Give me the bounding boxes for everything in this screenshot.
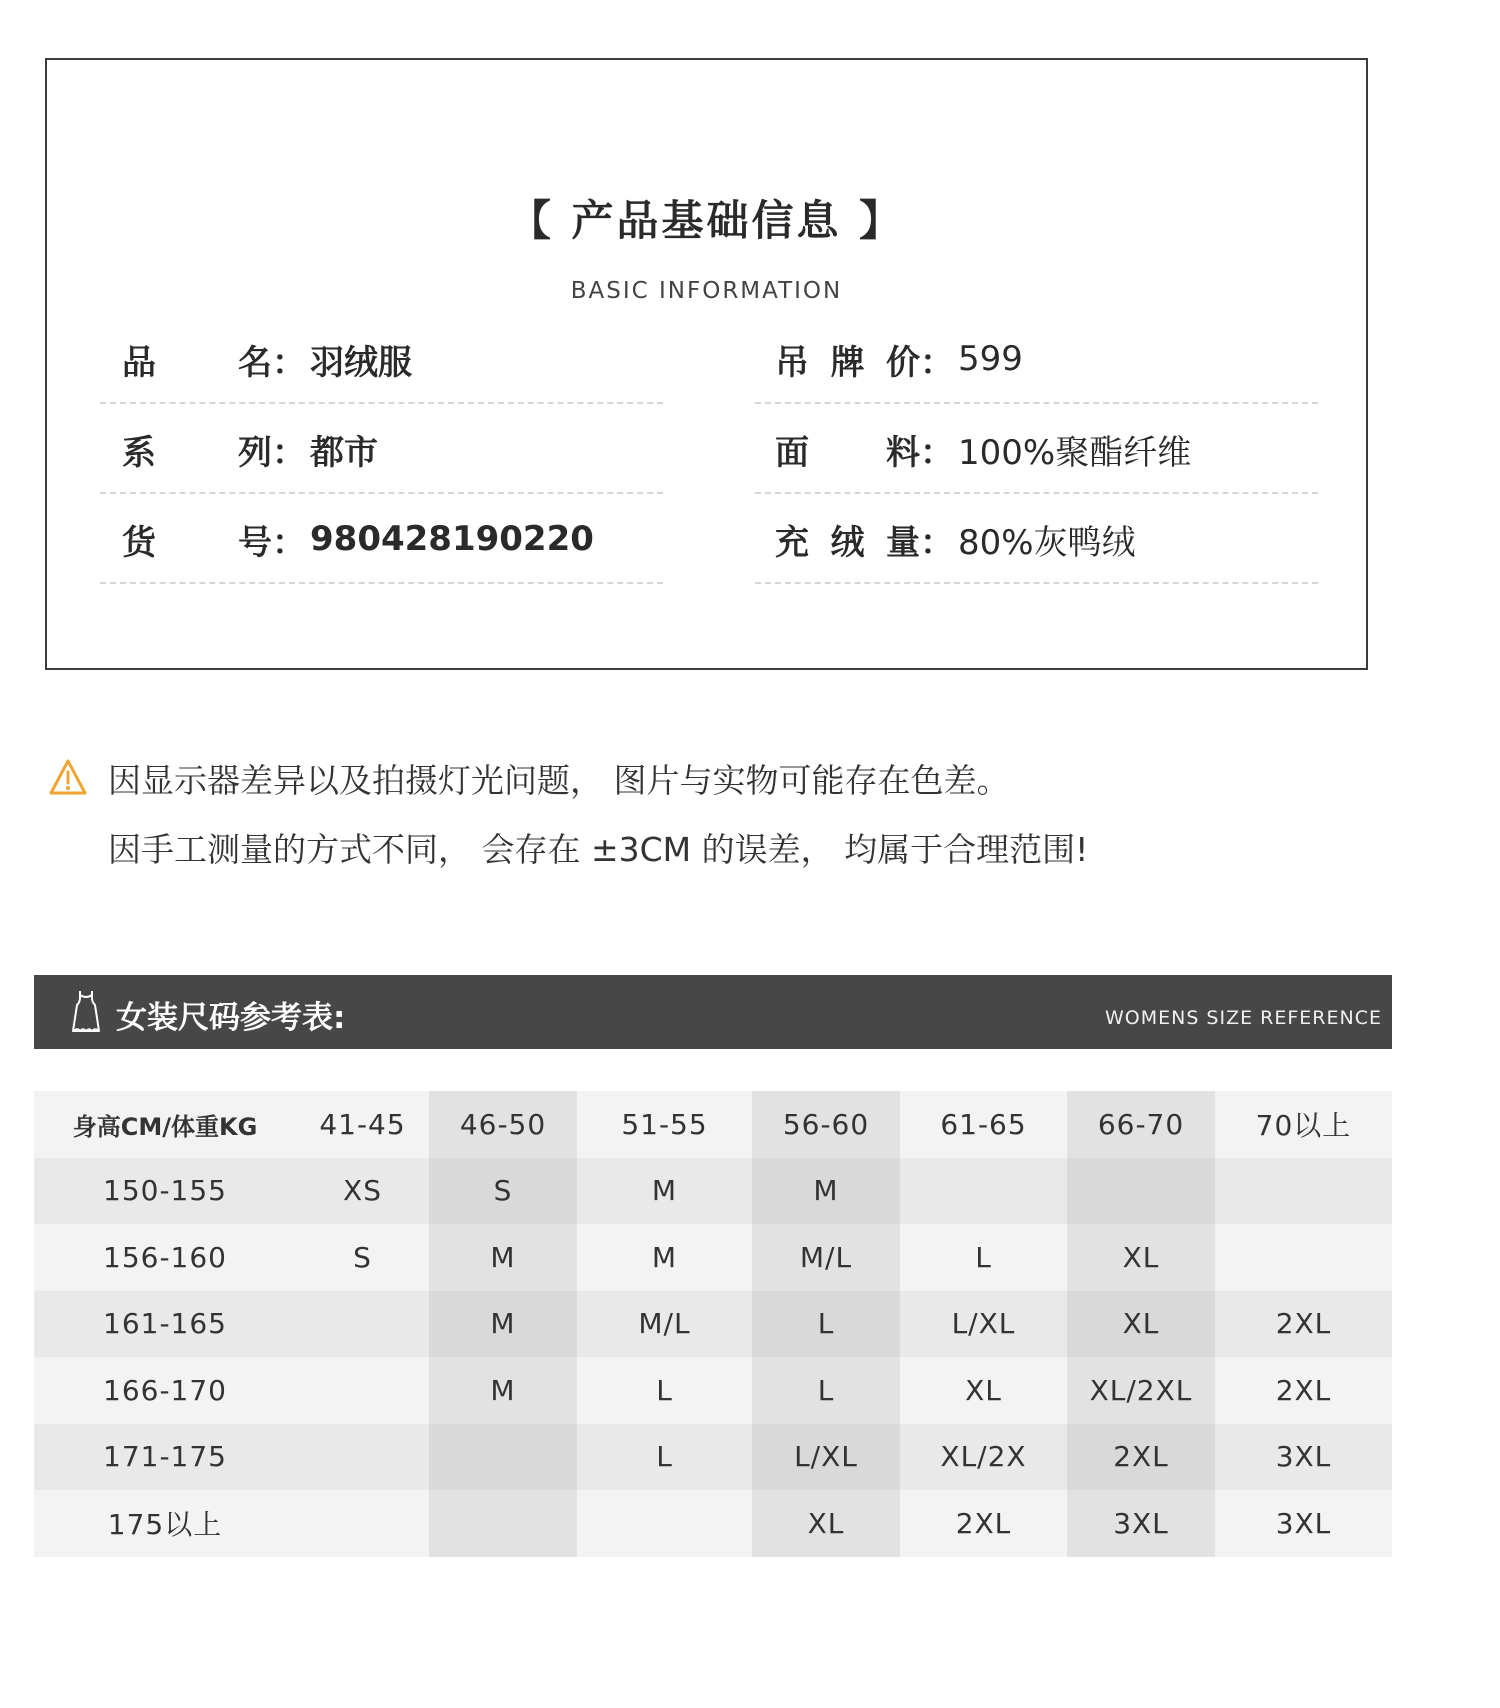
row-height: 171-175 [103,1440,227,1474]
size-cell: M [429,1291,577,1358]
size-cell [429,1490,577,1557]
table-row [34,1424,1392,1491]
row-height: 150-155 [103,1174,227,1208]
size-cell: 3XL [1275,1440,1332,1474]
notice-color-difference: 因显示器差异以及拍摄灯光问题， 图片与实物可能存在色差。 [108,761,1010,800]
size-cell: XL [752,1490,900,1557]
size-reference-header [34,975,1392,1049]
row-height: 156-160 [103,1240,227,1274]
size-cell: L [752,1357,900,1424]
size-cell: M/L [638,1307,691,1341]
table-row [34,1291,1392,1358]
column-header: 41-45 [319,1107,406,1141]
row-height: 166-170 [103,1373,227,1407]
size-cell: L [975,1240,992,1274]
size-cell [429,1424,577,1491]
size-cell [296,1490,429,1557]
table-row [34,1224,1392,1291]
field-label: 充 绒 量 [775,522,920,563]
size-cell: 2XL [955,1506,1012,1540]
basic-info-title: 【 产品基础信息 】 [508,196,905,245]
row-height: 175以上 [107,1508,223,1542]
dress-icon [70,989,102,1035]
field-tag-price: 吊 牌 价 ： 599 [755,316,1318,404]
size-cell: XL [1067,1291,1215,1358]
size-cell: 2XL [1275,1307,1332,1341]
size-cell [577,1490,752,1557]
size-cell: S [429,1158,577,1225]
size-cell: L/XL [752,1424,900,1491]
field-label: 品 名 [122,342,272,383]
table-row [34,1158,1392,1225]
column-header: 51-55 [621,1107,708,1141]
size-cell: L/XL [951,1307,1016,1341]
size-cell: 3XL [1067,1490,1215,1557]
size-cell: XL/2XL [1067,1357,1215,1424]
size-cell [900,1158,1067,1225]
size-cell: XL [1067,1224,1215,1291]
size-cell: L [752,1291,900,1358]
size-cell: M [429,1224,577,1291]
size-cell [296,1424,429,1491]
size-cell [1215,1158,1392,1225]
field-product-name: 品 名 ： 羽绒服 [100,316,663,404]
size-reference-title: 女装尺码参考表: [116,1000,346,1036]
size-reference-title-en: WOMENS SIZE REFERENCE [1104,1007,1382,1029]
row-height: 161-165 [103,1307,227,1341]
field-item-number: 货 号 ： 980428190220 [100,496,663,584]
column-header: 46-50 [429,1091,577,1158]
size-cell: 2XL [1067,1424,1215,1491]
field-value: 100%聚酯纤维 [958,432,1192,473]
field-series: 系 列 ： 都市 [100,406,663,494]
size-cell [296,1357,429,1424]
size-cell: M [651,1240,678,1274]
warning-triangle-icon [48,758,88,796]
column-header: 70以上 [1255,1109,1352,1143]
size-cell: XS [343,1174,382,1208]
size-table [34,1091,1392,1557]
field-label: 系 列 [122,432,272,473]
notice-measurement-error: 因手工测量的方式不同， 会存在 ±3CM 的误差， 均属于合理范围! [108,830,1089,869]
size-cell: S [353,1240,372,1274]
column-header: 66-70 [1067,1091,1215,1158]
size-cell: M/L [752,1224,900,1291]
field-value: 980428190220 [310,519,594,559]
size-cell [1067,1158,1215,1225]
basic-info-subtitle: BASIC INFORMATION [570,278,843,304]
field-value: 都市 [310,432,378,473]
field-fill-content: 充 绒 量 ： 80%灰鸭绒 [755,496,1318,584]
table-header-row [34,1091,1392,1158]
field-fabric: 面 料 ： 100%聚酯纤维 [755,406,1318,494]
size-cell: M [429,1357,577,1424]
field-value: 599 [958,339,1023,379]
field-label: 货 号 [122,522,272,563]
table-row [34,1490,1392,1557]
column-header: 56-60 [752,1091,900,1158]
field-value: 80%灰鸭绒 [958,522,1136,563]
table-row [34,1357,1392,1424]
field-label: 面 料 [775,432,920,473]
size-cell: L [656,1373,673,1407]
field-value: 羽绒服 [310,342,412,383]
size-cell [1215,1224,1392,1291]
size-cell: 3XL [1275,1506,1332,1540]
size-cell: 2XL [1275,1373,1332,1407]
size-cell: M [651,1174,678,1208]
column-header: 61-65 [940,1107,1027,1141]
size-cell: XL/2X [940,1440,1027,1474]
size-cell: XL [965,1373,1002,1407]
column-header-corner: 身高CM/体重KG [72,1112,258,1141]
size-cell: L [656,1440,673,1474]
field-label: 吊 牌 价 [775,342,920,383]
size-cell [296,1291,429,1358]
size-cell: M [752,1158,900,1225]
